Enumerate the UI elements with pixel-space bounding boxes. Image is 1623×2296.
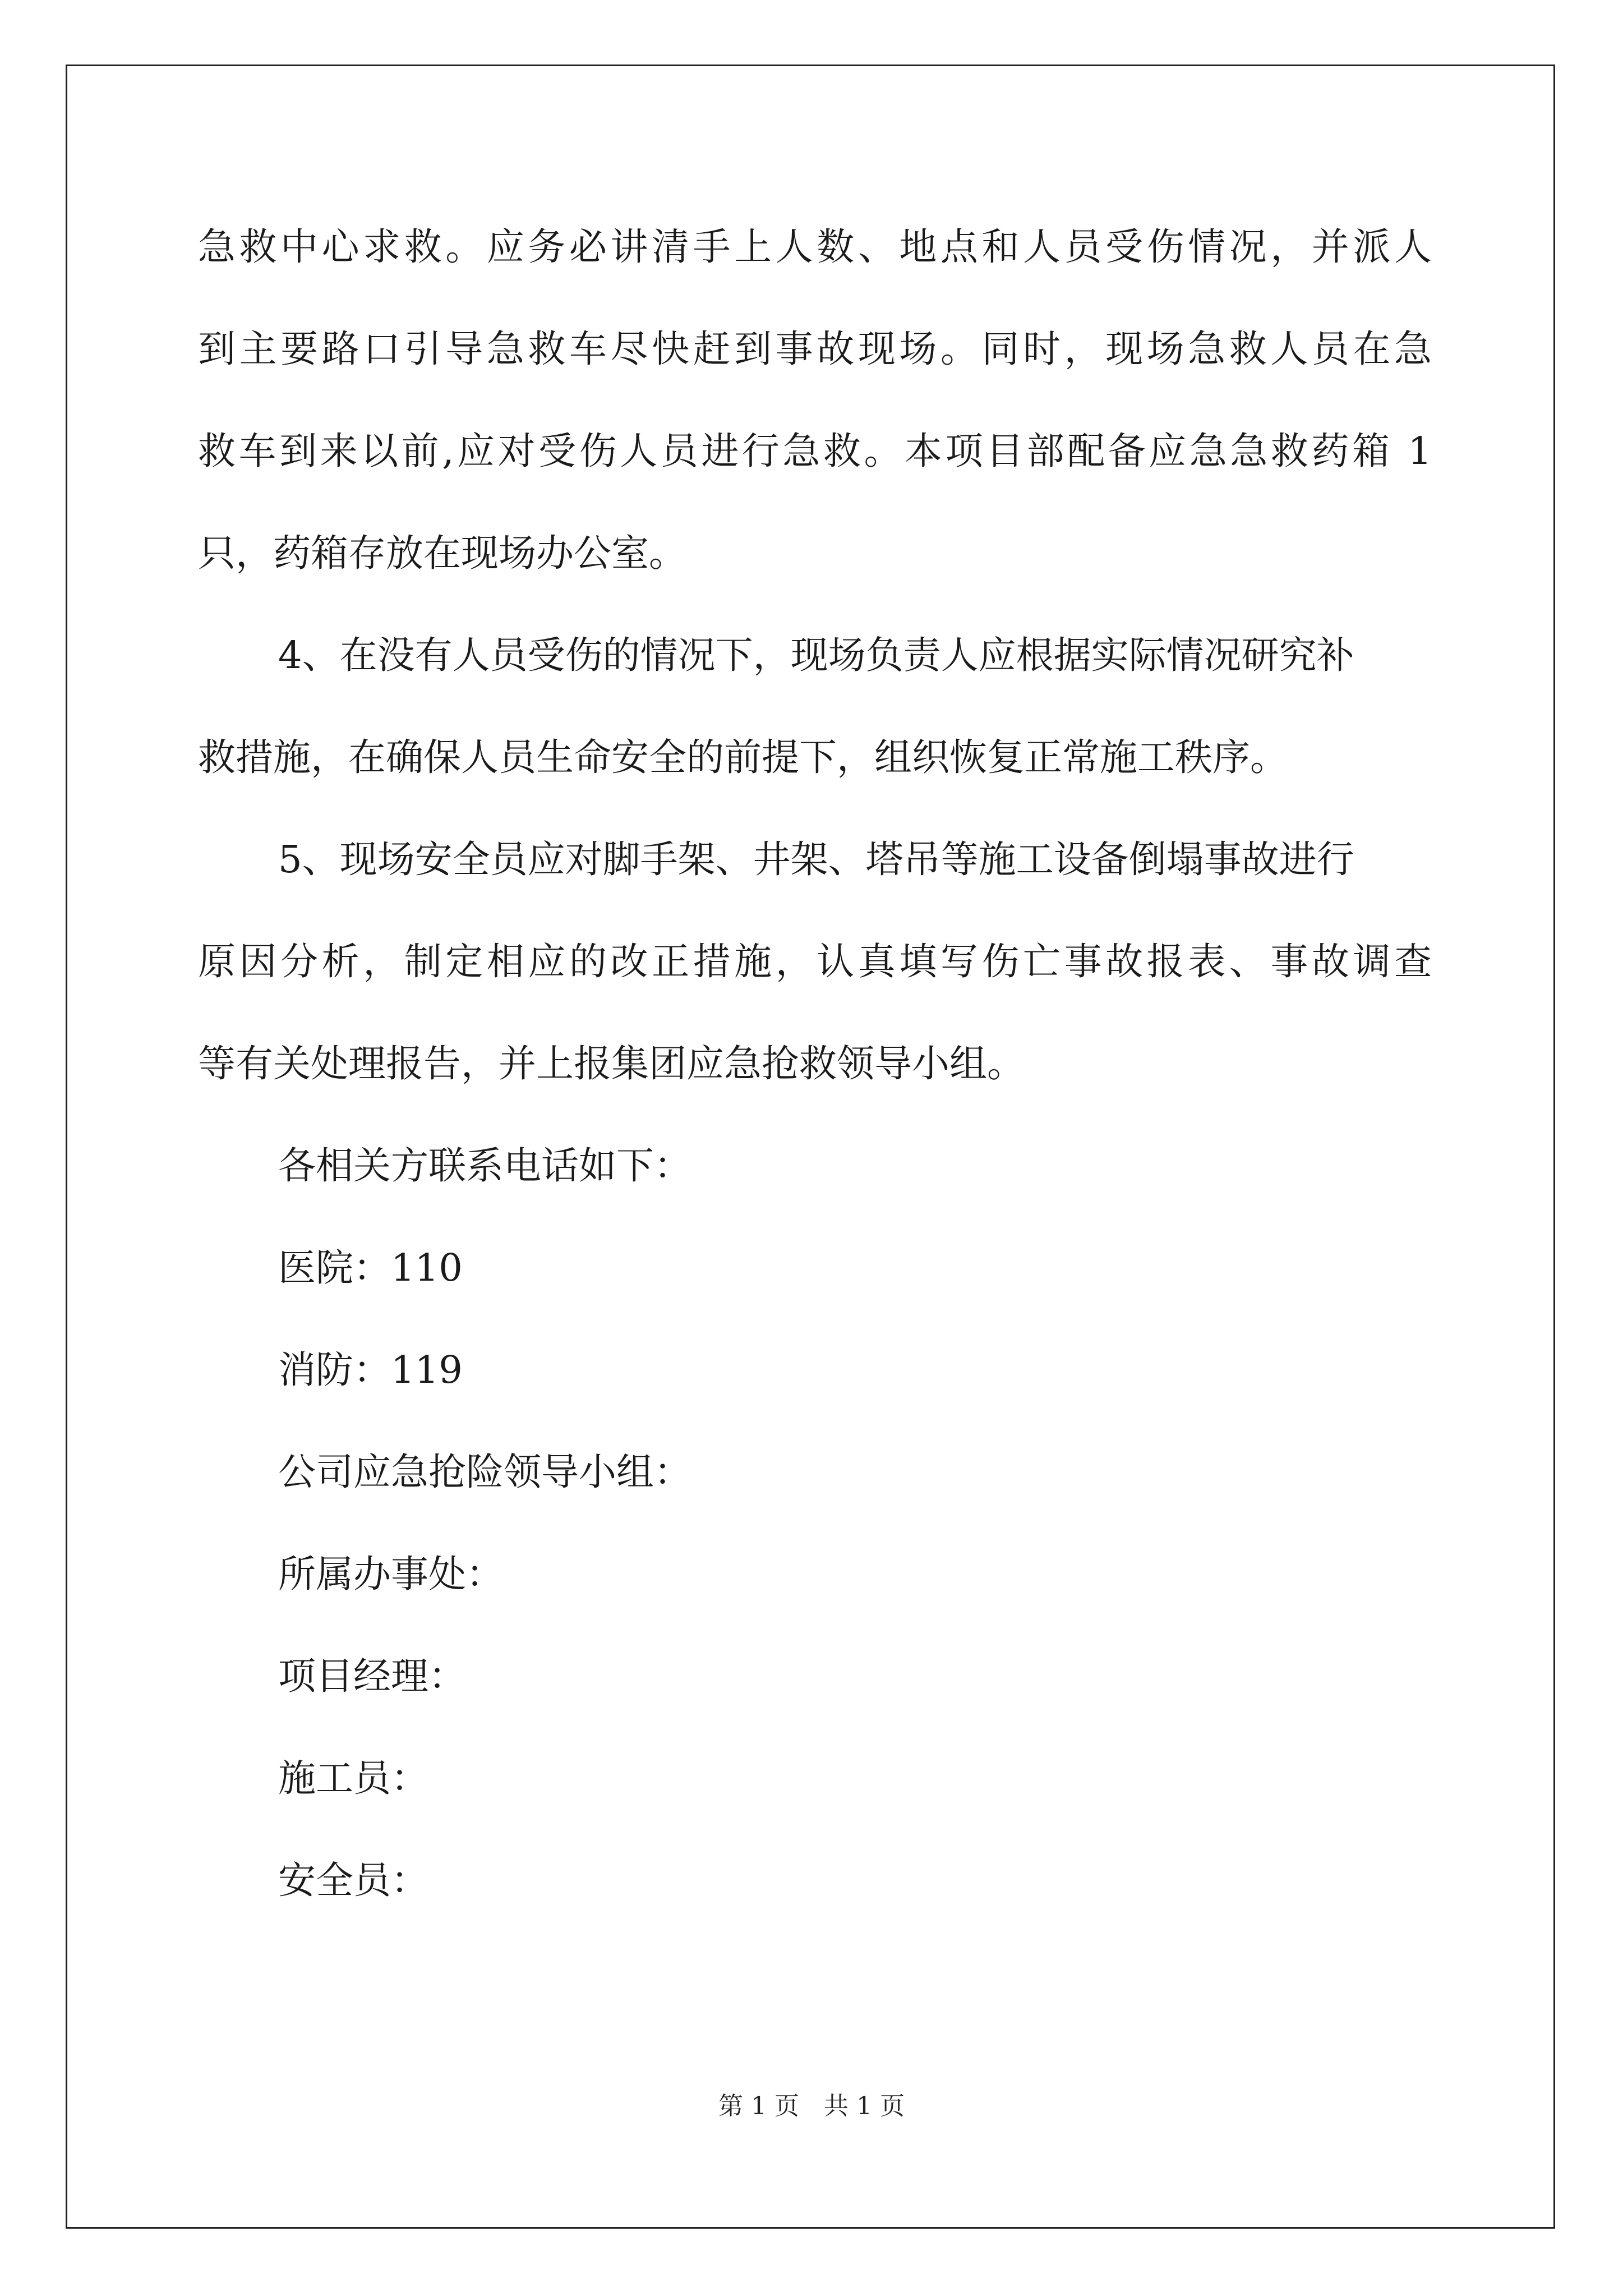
- paragraph-line: 原因分析，制定相应的改正措施，认真填写伤亡事故报表、事故调查: [198, 940, 1432, 983]
- paragraph-line: 急救中心求救。应务必讲清手上人数、地点和人员受伤情况，并派人: [198, 225, 1432, 269]
- document-body: [198, 216, 1432, 1952]
- contact-project-manager: 项目经理：: [278, 1654, 466, 1698]
- contact-fire: 消防：119: [278, 1348, 463, 1392]
- page-footer: [0, 2090, 1623, 2123]
- paragraph-line: 5、现场安全员应对脚手架、井架、塔吊等施工设备倒塌事故进行: [278, 838, 1354, 881]
- contact-hospital: 医院：110: [278, 1246, 463, 1290]
- paragraph-line: 4、在没有人员受伤的情况下，现场负责人应根据实际情况研究补: [278, 633, 1354, 677]
- contact-heading: 各相关方联系电话如下：: [278, 1144, 691, 1188]
- paragraph-line: 救车到来以前,应对受伤人员进行急救。本项目部配备应急急救药箱 1: [198, 429, 1432, 473]
- contact-safety-officer: 安全员：: [278, 1858, 428, 1902]
- paragraph-line: 等有关处理报告，并上报集团应急抢救领导小组。: [198, 1042, 1025, 1085]
- contact-office: 所属办事处：: [278, 1552, 504, 1596]
- paragraph-line: 救措施，在确保人员生命安全的前提下，组织恢复正常施工秩序。: [198, 735, 1288, 779]
- contact-construction-staff: 施工员：: [278, 1756, 428, 1800]
- page-number: 第 1 页: [718, 2092, 799, 2120]
- page-total: 共 1 页: [824, 2092, 905, 2120]
- contact-leadership-group: 公司应急抢险领导小组：: [278, 1450, 691, 1494]
- paragraph-line: 到主要路口引导急救车尽快赶到事故现场。同时，现场急救人员在急: [198, 327, 1432, 371]
- paragraph-line: 只，药箱存放在现场办公室。: [198, 531, 686, 575]
